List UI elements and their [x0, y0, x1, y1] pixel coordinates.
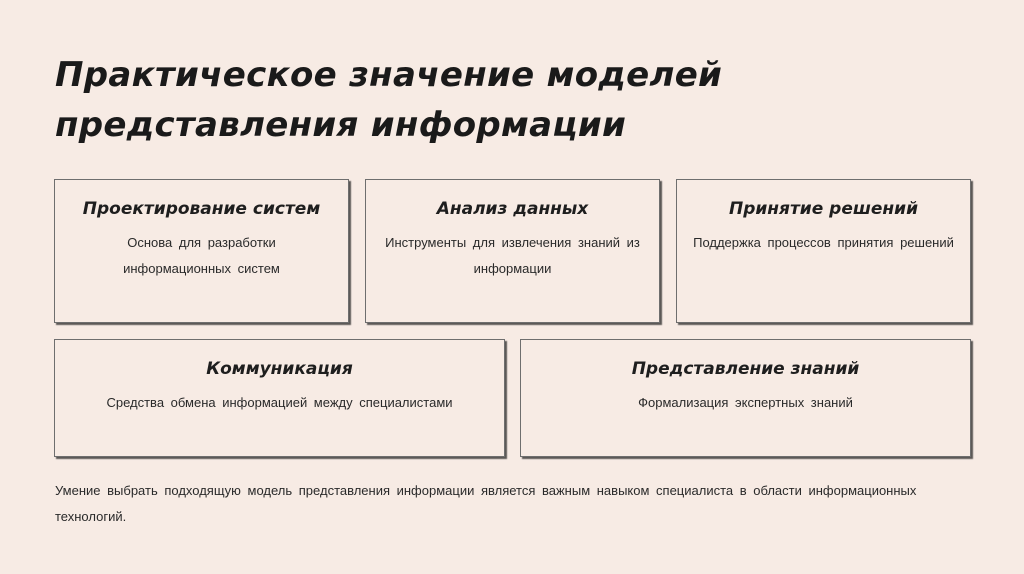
- card-decision-making: [676, 179, 971, 323]
- card-description: Формализация экспертных знаний: [638, 395, 853, 410]
- card-description: Поддержка процессов принятия решений: [693, 235, 954, 250]
- card-communication: [54, 339, 505, 457]
- card-title: Представление знаний: [631, 359, 860, 379]
- card-title: Коммуникация: [206, 359, 353, 379]
- slide-title: Практическое значение моделей представления информации: [55, 55, 723, 145]
- card-title: Принятие решений: [728, 199, 919, 219]
- card-data-analysis: [365, 179, 660, 323]
- card-description: Основа для разработки информационных систем: [123, 235, 280, 276]
- card-knowledge-representation: [520, 339, 971, 457]
- slide-footer-text: Умение выбрать подходящую модель представления информации является важным навыком специалиста в области информационных технологий.: [55, 483, 917, 524]
- card-description: Инструменты для извлечения знаний из информации: [385, 235, 640, 276]
- card-description: Средства обмена информацией между специалистами: [106, 395, 453, 410]
- card-title: Анализ данных: [436, 199, 589, 219]
- card-title: Проектирование систем: [82, 199, 321, 219]
- card-system-design: [54, 179, 349, 323]
